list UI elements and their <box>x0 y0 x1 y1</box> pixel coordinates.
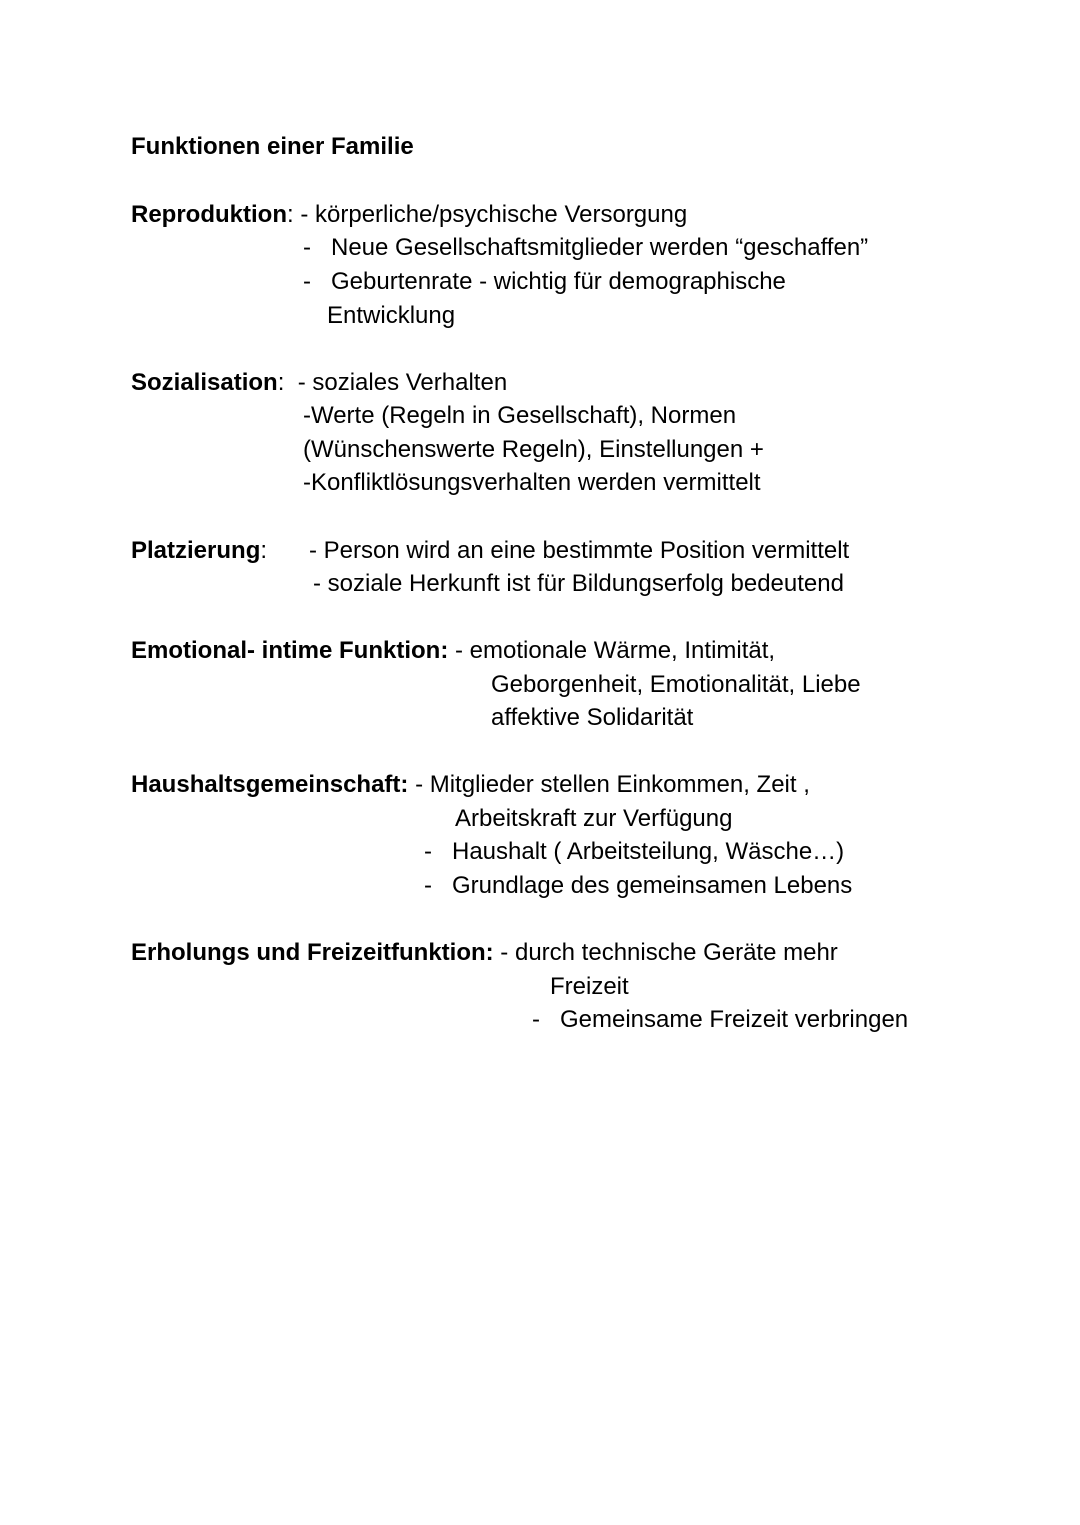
section-platzierung-heading <box>131 534 267 568</box>
section-haushalt-heading <box>131 768 810 802</box>
section-line: - emotionale Wärme, Intimität, <box>448 637 776 664</box>
section-line: affektive Solidarität <box>491 704 694 731</box>
section-label: Emotional- intime Funktion: <box>131 637 449 664</box>
section-line: - Haushalt ( Arbeitsteilung, Wäsche…) <box>424 838 845 865</box>
section-line: - soziales Verhalten <box>284 369 508 396</box>
section-line: Arbeitskraft zur Verfügung <box>455 805 733 832</box>
section-line: -Werte (Regeln in Gesellschaft), Normen <box>303 402 737 429</box>
section-line: Entwicklung <box>327 302 456 329</box>
section-sozialisation-heading <box>131 366 507 400</box>
section-line: (Wünschenswerte Regeln), Einstellungen + <box>303 436 764 463</box>
section-line: - Gemeinsame Freizeit verbringen <box>532 1006 909 1033</box>
section-label: Haushaltsgemeinschaft: <box>131 771 409 798</box>
section-emotional-heading <box>131 634 775 668</box>
section-line: - Geburtenrate - wichtig für demographische <box>303 268 786 295</box>
section-reproduktion-heading <box>131 198 687 232</box>
section-erholung-heading <box>131 936 838 970</box>
document-title: Funktionen einer Familie <box>131 133 414 160</box>
section-label: Platzierung <box>131 537 261 564</box>
section-line: - durch technische Geräte mehr <box>493 939 838 966</box>
section-line: - körperliche/psychische Versorgung <box>293 201 688 228</box>
section-line: - Grundlage des gemeinsamen Lebens <box>424 872 853 899</box>
section-line: Geborgenheit, Emotionalität, Liebe <box>491 671 861 698</box>
section-line: Freizeit <box>550 973 629 1000</box>
section-line: - Person wird an eine bestimmte Position vermittelt <box>309 537 850 564</box>
section-line: -Konfliktlösungsverhalten werden vermittelt <box>303 469 761 496</box>
section-line: - Mitglieder stellen Einkommen, Zeit , <box>408 771 810 798</box>
section-line: - Neue Gesellschaftsmitglieder werden “geschaffen” <box>303 234 869 261</box>
section-label-suffix: : <box>287 201 294 228</box>
section-line: - soziale Herkunft ist für Bildungserfolg bedeutend <box>313 570 844 597</box>
section-label: Sozialisation <box>131 369 278 396</box>
section-label: Erholungs und Freizeitfunktion: <box>131 939 494 966</box>
section-label-suffix: : <box>277 369 285 396</box>
section-label: Reproduktion <box>131 201 287 228</box>
section-label-suffix: : <box>260 537 268 564</box>
